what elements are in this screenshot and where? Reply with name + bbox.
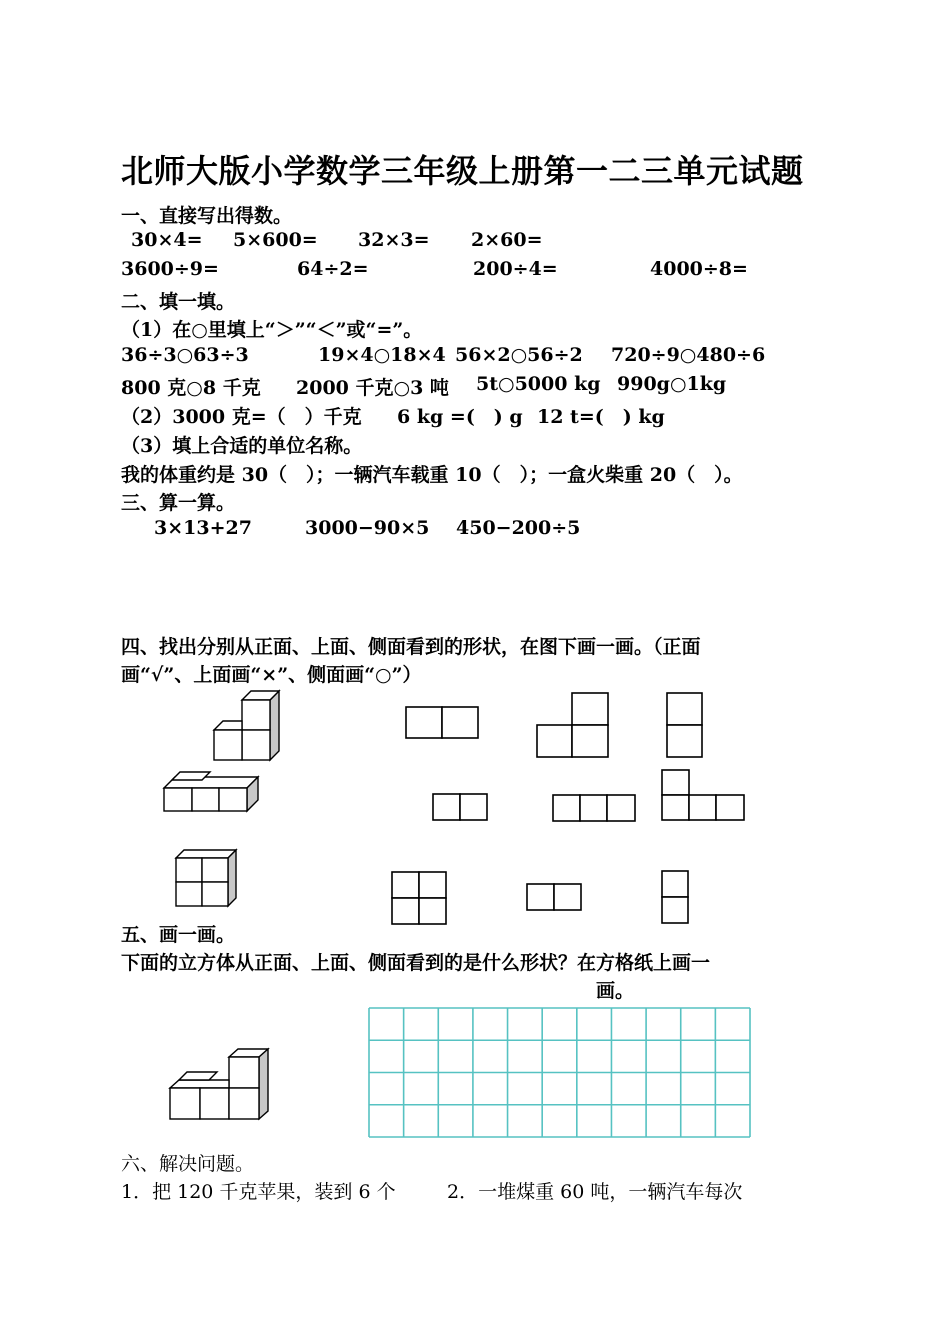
section2-heading: 二、填一填。 [121,291,236,313]
compare-item: 800 克○8 千克 [121,377,261,399]
calc-item: 200÷4= [473,258,558,280]
unit-convert-item: 12 t=( ) kg [537,406,665,428]
calc-item: 30×4= [131,229,203,251]
section4-heading-line1: 四、找出分别从正面、上面、侧面看到的形状，在图下画一画。（正面 [121,636,701,658]
question-compare: （1）在○里填上“＞”“＜”或“=”。 [121,319,423,341]
compare-item: 5t○5000 kg [476,373,601,395]
cube-stack-figure-1 [205,685,290,765]
problem-2: 2．一堆煤重 60 吨，一辆汽车每次 [447,1181,743,1203]
cube-stack-figure-5 [165,1047,275,1122]
view-option-vertical-small [661,870,691,926]
calc-item: 3000−90×5 [305,517,430,539]
cube-stack-figure-2 [160,768,265,816]
problem-1: 1．把 120 千克苹果，装到 6 个 [121,1181,396,1203]
calc-item: 4000÷8= [650,258,748,280]
calc-item: 3600÷9= [121,258,219,280]
compare-item: 56×2○56÷2 [455,344,583,366]
section1-heading: 一、直接写出得数。 [121,205,293,227]
section5-text-line1: 下面的立方体从正面、上面、侧面看到的是什么形状？在方格纸上画一 [121,952,711,974]
calc-item: 64÷2= [297,258,369,280]
calc-item: 5×600= [233,229,318,251]
compare-item: 990g○1kg [617,373,727,395]
calc-item: 450−200÷5 [456,517,581,539]
calc-item: 32×3= [358,229,430,251]
view-option-three-row [552,794,638,824]
section5-heading: 五、画一画。 [121,924,236,946]
section6-heading: 六、解决问题。 [121,1153,255,1175]
calc-item: 3×13+27 [154,517,252,539]
compare-item: 19×4○18×4 [318,344,446,366]
view-option-two-small [432,793,490,823]
cube-stack-figure-3 [172,848,242,910]
view-option-two-medium [526,883,584,913]
unit-convert-item: （2）3000 克=（ ）千克 [121,406,362,428]
section3-heading: 三、算一算。 [121,492,236,514]
calc-item: 2×60= [471,229,543,251]
compare-item: 720÷9○480÷6 [611,344,766,366]
compare-item: 2000 千克○3 吨 [296,377,449,399]
view-option-two-squares [405,706,479,740]
section4-heading-line2: 画“√”、上面画“×”、侧面画“○”） [121,664,422,686]
view-option-l-shape [536,692,610,758]
page-title: 北师大版小学数学三年级上册第一二三单元试题 [121,152,804,190]
view-option-square-2x2 [391,871,449,927]
section5-text-line2: 画。 [596,980,635,1002]
units-line: 我的体重约是 30（ ）；一辆汽车载重 10（ ）；一盒火柴重 20（ ）。 [121,464,743,486]
compare-item: 36÷3○63÷3 [121,344,249,366]
view-option-vertical-two [666,692,704,758]
view-option-corner-shape [661,769,747,823]
question-units: （3）填上合适的单位名称。 [121,435,363,457]
drawing-grid[interactable] [368,1007,753,1139]
unit-convert-item: 6 kg =( ) g [397,406,523,428]
